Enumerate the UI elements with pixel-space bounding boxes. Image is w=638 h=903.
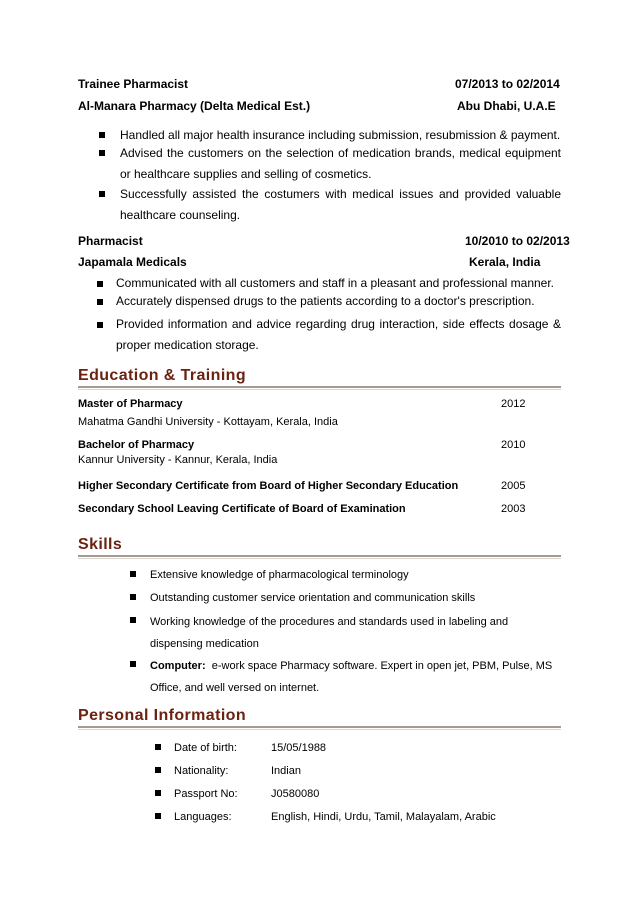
square-bullet-icon [155, 767, 161, 773]
education-heading: Education & Training [78, 367, 247, 384]
section-divider [78, 726, 561, 728]
job2-bullet-3: Provided information and advice regarding drug interaction, side effects dosage & proper medication storage. [116, 317, 561, 352]
job1-dates: 07/2013 to 02/2014 [455, 77, 560, 91]
job1-bullet-2: Advised the customers on the selection of medication brands, medical equipment or healthcare supplies and selling of cosmetics. [120, 146, 561, 181]
education-degree: Secondary School Leaving Certificate of Board of Examination [78, 503, 406, 515]
square-bullet-icon [97, 322, 103, 328]
education-institution: Mahatma Gandhi University - Kottayam, Kerala, India [78, 416, 338, 428]
skill-item: Working knowledge of the procedures and standards used in labeling and dispensing medication [150, 616, 509, 650]
skill-item: Extensive knowledge of pharmacological terminology [150, 569, 409, 581]
square-bullet-icon [99, 191, 105, 197]
square-bullet-icon [155, 790, 161, 796]
job1-employer: Al-Manara Pharmacy (Delta Medical Est.) [78, 99, 311, 113]
education-year: 2005 [501, 480, 526, 492]
square-bullet-icon [130, 571, 136, 577]
job2-bullet-2: Accurately dispensed drugs to the patients according to a doctor's prescription. [116, 294, 535, 308]
personal-label: Passport No: [174, 788, 238, 800]
square-bullet-icon [97, 299, 103, 305]
personal-heading: Personal Information [78, 707, 247, 724]
square-bullet-icon [97, 281, 103, 287]
skill-item: Outstanding customer service orientation and communication skills [150, 592, 476, 604]
education-year: 2012 [501, 398, 526, 410]
section-divider [78, 555, 561, 557]
job2-bullet-1: Communicated with all customers and staff in a pleasant and professional manner. [116, 276, 555, 290]
personal-value: 15/05/1988 [271, 742, 327, 754]
education-year: 2010 [501, 439, 526, 451]
square-bullet-icon [155, 813, 161, 819]
skill-computer-text: e-work space Pharmacy software. Expert in open jet, PBM, Pulse, MS Office, and well versed on internet. [150, 660, 553, 694]
skill-computer [150, 655, 561, 699]
personal-value: Indian [271, 765, 301, 777]
personal-label: Date of birth: [174, 742, 237, 754]
square-bullet-icon [99, 132, 105, 138]
personal-value: English, Hindi, Urdu, Tamil, Malayalam, Arabic [271, 811, 496, 823]
job1-bullet-1: Handled all major health insurance including submission, resubmission & payment. [120, 128, 561, 142]
square-bullet-icon [130, 661, 136, 667]
job1-title: Trainee Pharmacist [78, 77, 189, 91]
square-bullet-icon [99, 150, 105, 156]
square-bullet-icon [155, 744, 161, 750]
job2-employer: Japamala Medicals [78, 255, 187, 269]
square-bullet-icon [130, 617, 136, 623]
skills-heading: Skills [78, 536, 123, 553]
skill-computer-label: Computer: [150, 660, 206, 672]
education-degree: Bachelor of Pharmacy [78, 439, 195, 451]
education-degree: Higher Secondary Certificate from Board of Higher Secondary Education [78, 480, 459, 492]
personal-value: J0580080 [271, 788, 320, 800]
personal-label: Nationality: [174, 765, 229, 777]
education-year: 2003 [501, 503, 526, 515]
job1-bullet-3: Successfully assisted the costumers with medical issues and provided valuable healthcare counseling. [120, 187, 561, 222]
job2-dates: 10/2010 to 02/2013 [465, 234, 570, 248]
education-institution: Kannur University - Kannur, Kerala, India [78, 454, 278, 466]
personal-label: Languages: [174, 811, 232, 823]
job2-title: Pharmacist [78, 234, 143, 248]
job1-location: Abu Dhabi, U.A.E [457, 99, 556, 113]
education-degree: Master of Pharmacy [78, 398, 183, 410]
square-bullet-icon [130, 594, 136, 600]
job2-location: Kerala, India [469, 255, 541, 269]
section-divider [78, 386, 561, 388]
